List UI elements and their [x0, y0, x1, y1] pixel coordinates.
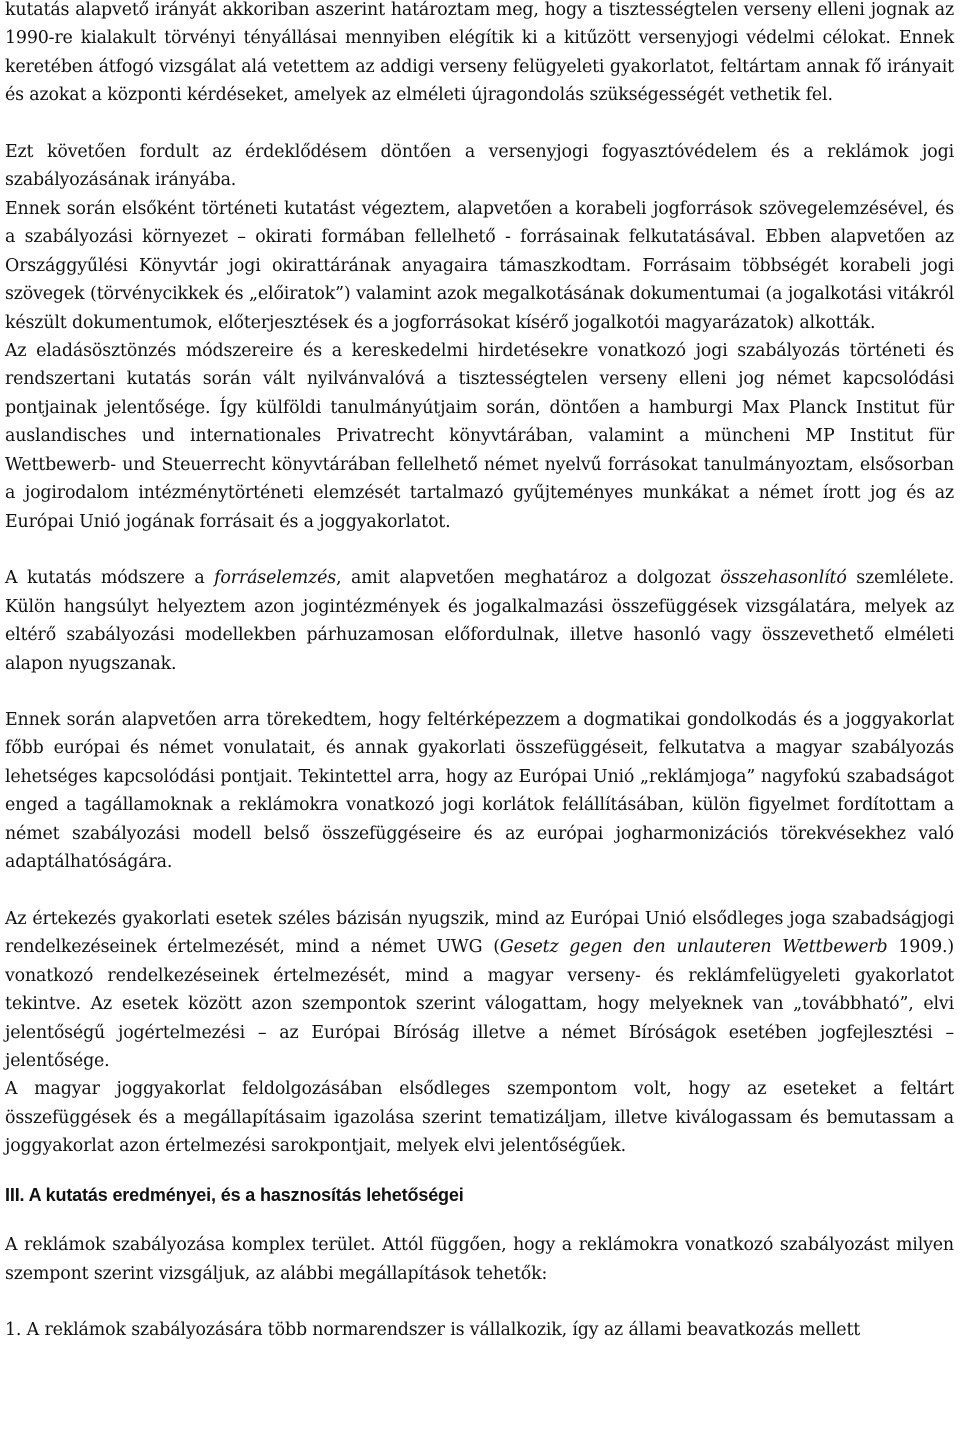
- paragraph-research-method: [5, 564, 954, 678]
- paragraph-research-direction: kutatás alapvető irányát akkoriban aszerint határoztam meg, hogy a tisztességtelen verseny elleni jognak az 1990-re kialakult törvényi tényállásai mennyiben elégítik ki a kitűzött versenyjogi védelmi célokat. Ennek keretében átfogó vizsgálat alá vetettem az addigi verseny felügyeleti gyakorlatot, feltártam annak fő irányait és azokat a központi kérdéseket, amelyek az elméleti újragondolás szükségességét vethetik fel.: [5, 0, 954, 106]
- cases-text-start: Az értekezés gyakorlati esetek széles bázisán nyugszik, mind az Európai Unió elsődleges joga szabadságjogi rendelkezéseinek értelmezését, mind a német UWG (: [5, 908, 954, 958]
- method-text-end: szemlélete. Külön hangsúlyt helyeztem azon jogintézmények és jogalkalmazási összefüggések vizsgálatára, melyek az eltérő szabályozási modellekben párhuzamosan előfordulnak, illetve hasonló vagy összevethető elméleti alapon nyugszanak.: [5, 568, 954, 674]
- paragraph-dogmatic-mapping: Ennek során alapvetően arra törekedtem, hogy feltérképezzem a dogmatikai gondolkodás és a joggyakorlat főbb európai és német vonulatait, és annak gyakorlati összefüggéseit, felkutatva a magyar szabályozás lehetséges kapcsolódási pontjait. Tekintettel arra, hogy az Európai Unió „reklámjoga” nagyfokú szabadságot enged a tagállamoknak a reklámokra vonatkozó jogi korlátok felállításában, külön figyelmet fordítottam a német szabályozási modell belső összefüggéseire és az európai jogharmonizációs törekvésekhez való adaptálhatóságára.: [5, 709, 954, 873]
- list-item-1: 1. A reklámok szabályozására több normarendszer is vállalkozik, így az állami beavatkozás mellett: [5, 1320, 861, 1341]
- method-term-source-analysis: forráselemzés: [214, 568, 337, 589]
- method-text-start: A kutatás módszere a: [5, 568, 215, 589]
- paragraph-section-intro: A reklámok szabályozása komplex terület. Attól függően, hogy a reklámokra vonatkozó szabályozást milyen szempont szerint vizsgáljuk, az alábbi megállapítások tehetők:: [5, 1235, 954, 1284]
- uwg-full-title: Gesetz gegen den unlauteren Wettbewerb: [499, 937, 888, 958]
- method-text-middle: , amit alapvetően meghatároz a dolgozat: [336, 568, 721, 589]
- section-heading-results: III. A kutatás eredményei, és a hasznosítás lehetőségei: [5, 1184, 464, 1205]
- paragraph-practical-cases: [5, 905, 954, 1076]
- paragraph-historical-research: Ennek során elsőként történeti kutatást végeztem, alapvetően a korabeli jogforrások szövegelemzésével, és a szabályozási környezet – okirati formában fellelhető - forrásainak felkutatásával. Ebben alapvetően az Országgyűlési Könyvtár jogi okirattárának anyagaira támaszkodtam. Forrásaim többségét korabeli jogi szövegek (törvénycikkek és „előiratok”) valamint azok megalkotásának dokumentumai (a jogalkotási vitákról készült dokumentumok, előterjesztések és a jogforrásokat kísérő jogalkotói magyarázatok) alkották.: [5, 198, 954, 333]
- cases-text-end: 1909.) vonatkozó rendelkezéseinek értelmezését, mind a magyar verseny- és reklámfelügyeleti gyakorlatot tekintve. Az esetek között azon szempontok szerint válogattam, hogy melyeknek van „továbbható”, elvi jelentőségű jogértelmezési – az Európai Bíróság illetve a német Bíróságok esetében jogfejlesztési – jelentősége.: [5, 937, 954, 1071]
- method-term-comparative: összehasonlító: [720, 568, 847, 589]
- paragraph-hungarian-practice: A magyar joggyakorlat feldolgozásában elsődleges szempontom volt, hogy az eseteket a feltárt összefüggések és a megállapításaim igazolása szerint tematizáljam, illetve kiválogassam és bemutassam a joggyakorlat azon értelmezési sarokpontjait, melyek elvi jelentőségűek.: [5, 1079, 954, 1157]
- paragraph-german-sources: Az eladásösztönzés módszereire és a kereskedelmi hirdetésekre vonatkozó jogi szabályozás történeti és rendszertani kutatás során vált nyilvánvalóvá a tisztességtelen verseny elleni jog német kapcsolódási pontjainak jelentősége. Így külföldi tanulmányútjaim során, döntően a hamburgi Max Planck Institut für auslandisches und internationales Privatrecht könyvtárában, valamint a müncheni MP Institut für Wettbewerb- und Steuerrecht könyvtárában fellelhető német nyelvű forrásokat tanulmányoztam, elsősorban a jogirodalom intézménytörténeti elemzését tartalmazó gyűjteményes munkákat a német írott jog és az Európai Unió jogának forrásait és a joggyakorlatot.: [5, 340, 954, 532]
- paragraph-consumer-protection-interest: Ezt követően fordult az érdeklődésem döntően a versenyjogi fogyasztóvédelem és a reklámok jogi szabályozásának irányába.: [5, 141, 954, 191]
